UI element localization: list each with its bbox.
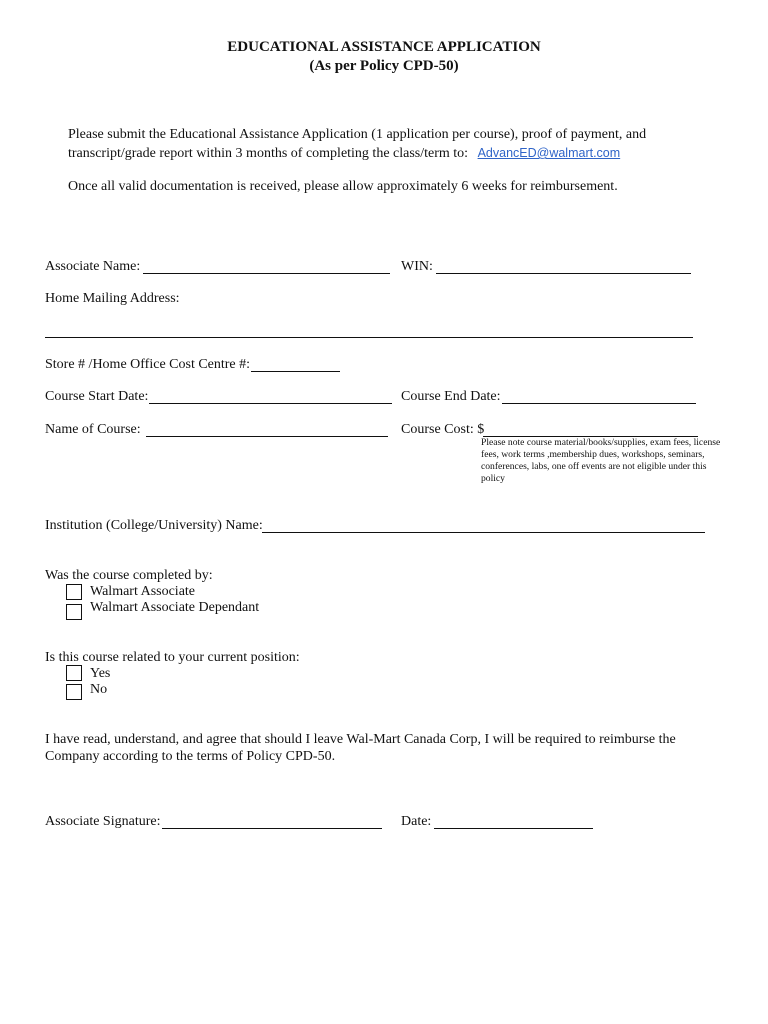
store-label: Store # /Home Office Cost Centre #: — [45, 357, 251, 372]
course-cost-note: Please note course material/books/supplies, exam fees, license fees, work terms ,membership dues, workshops, seminars, conferences, labs, one off events are not eligible under this policy — [481, 437, 721, 484]
associate-name-label: Associate Name: — [45, 259, 141, 274]
related-yes-checkbox[interactable] — [66, 665, 82, 681]
course-cost-label: Course Cost: $ — [401, 422, 485, 437]
related-yes-label: Yes — [90, 666, 111, 681]
signature-label: Associate Signature: — [45, 814, 161, 829]
related-no-checkbox[interactable] — [66, 684, 82, 700]
related-question: Is this course related to your current position: — [45, 650, 300, 665]
home-address-label: Home Mailing Address: — [45, 291, 180, 306]
intro-line-2 — [68, 145, 620, 162]
completed-by-associate-checkbox[interactable] — [66, 584, 82, 600]
completed-by-associate-label: Walmart Associate — [90, 584, 196, 599]
date-field[interactable] — [434, 828, 593, 829]
course-end-label: Course End Date: — [401, 389, 501, 404]
course-end-field[interactable] — [502, 403, 696, 404]
agreement-line-1: I have read, understand, and agree that should I leave Wal-Mart Canada Corp, I will be required to reimburse the — [45, 732, 676, 747]
course-start-field[interactable] — [149, 403, 392, 404]
email-link[interactable]: AdvancED@walmart.com — [477, 146, 621, 160]
related-no-label: No — [90, 682, 108, 697]
form-subtitle: (As per Policy CPD-50) — [309, 58, 459, 74]
completed-by-dependant-checkbox[interactable] — [66, 604, 82, 620]
course-name-field[interactable] — [146, 436, 388, 437]
win-field[interactable] — [436, 273, 691, 274]
institution-label: Institution (College/University) Name: — [45, 518, 263, 533]
win-label: WIN: — [401, 259, 433, 274]
home-address-field[interactable] — [45, 337, 693, 338]
institution-field[interactable] — [262, 532, 705, 533]
completed-by-dependant-label: Walmart Associate Dependant — [90, 600, 260, 615]
intro-line-2-text: transcript/grade report within 3 months of completing the class/term to: — [68, 146, 469, 161]
form-title: EDUCATIONAL ASSISTANCE APPLICATION — [227, 39, 541, 55]
date-label: Date: — [401, 814, 432, 829]
agreement-line-2: Company according to the terms of Policy CPD-50. — [45, 749, 336, 764]
completed-by-question: Was the course completed by: — [45, 568, 213, 583]
associate-name-field[interactable] — [143, 273, 390, 274]
signature-field[interactable] — [162, 828, 382, 829]
course-name-label: Name of Course: — [45, 422, 141, 437]
processing-note: Once all valid documentation is received, please allow approximately 6 weeks for reimbursement. — [68, 179, 618, 194]
store-field[interactable] — [251, 371, 340, 372]
course-start-label: Course Start Date: — [45, 389, 149, 404]
intro-line-1: Please submit the Educational Assistance Application (1 application per course), proof of payment, and — [68, 127, 647, 142]
